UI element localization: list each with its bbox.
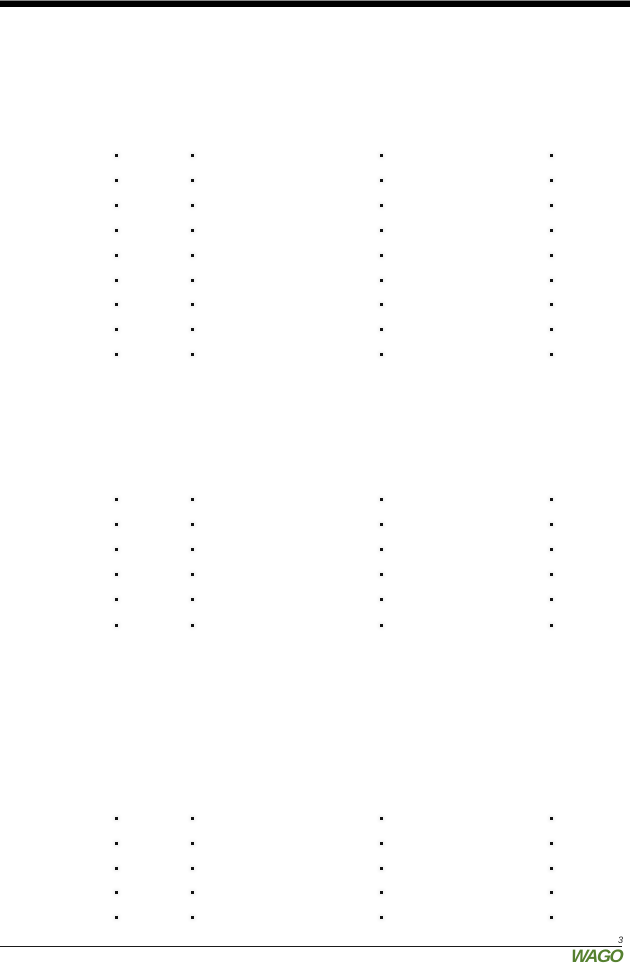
bullet-dot xyxy=(115,523,118,526)
bullet-dot xyxy=(380,817,383,820)
bullet-dot xyxy=(380,154,383,157)
bullet-dot xyxy=(380,328,383,331)
bullet-dot xyxy=(191,498,194,501)
bullet-dot xyxy=(550,328,553,331)
bullet-dot xyxy=(191,891,194,894)
bullet-dot xyxy=(550,842,553,845)
bullet-dot xyxy=(380,573,383,576)
bullet-dot xyxy=(380,598,383,601)
bullet-dot xyxy=(115,842,118,845)
bullet-dot xyxy=(115,154,118,157)
bullet-dot xyxy=(191,328,194,331)
bullet-dot xyxy=(380,842,383,845)
bullet-dot xyxy=(191,254,194,257)
bullet-dot xyxy=(550,624,553,627)
bullet-dot xyxy=(550,498,553,501)
bullet-dot xyxy=(115,867,118,870)
bullet-dot xyxy=(115,624,118,627)
bullet-dot xyxy=(380,548,383,551)
bullet-dot xyxy=(380,254,383,257)
bullet-dot xyxy=(191,916,194,919)
bullet-dot xyxy=(380,891,383,894)
bullet-dot xyxy=(550,817,553,820)
top-rule xyxy=(0,0,630,7)
bullet-dot xyxy=(191,204,194,207)
bullet-dot xyxy=(550,229,553,232)
bullet-dot xyxy=(191,573,194,576)
bullet-dot xyxy=(550,204,553,207)
bullet-dot xyxy=(550,548,553,551)
bullet-dot xyxy=(380,179,383,182)
bullet-dot xyxy=(550,916,553,919)
bullet-dot xyxy=(115,498,118,501)
bullet-dot xyxy=(115,279,118,282)
bullet-dot xyxy=(380,303,383,306)
bullet-dot xyxy=(115,303,118,306)
bullet-dot xyxy=(550,573,553,576)
bullet-dot xyxy=(115,598,118,601)
bullet-dot xyxy=(191,842,194,845)
bullet-dot xyxy=(550,279,553,282)
bullet-dot xyxy=(115,204,118,207)
bullet-dot xyxy=(380,498,383,501)
bullet-dot xyxy=(380,204,383,207)
bullet-dot xyxy=(191,229,194,232)
bullet-dot xyxy=(115,328,118,331)
bullet-dot xyxy=(191,598,194,601)
bullet-dot xyxy=(115,353,118,356)
bullet-dot xyxy=(380,624,383,627)
bullet-dot xyxy=(550,891,553,894)
bullet-dot xyxy=(550,867,553,870)
bullet-dot xyxy=(380,279,383,282)
bullet-dot xyxy=(115,916,118,919)
bullet-dot xyxy=(380,867,383,870)
bullet-dot xyxy=(191,523,194,526)
footnote-superscript: 3 xyxy=(618,935,624,945)
wago-logo: WAGO xyxy=(570,946,623,966)
footer-rule xyxy=(0,946,622,947)
bullet-dot xyxy=(115,891,118,894)
bullet-dot xyxy=(550,303,553,306)
bullet-dot xyxy=(191,624,194,627)
bullet-dot xyxy=(191,279,194,282)
bullet-dot xyxy=(115,817,118,820)
bullet-dot xyxy=(191,154,194,157)
bullet-dot xyxy=(191,179,194,182)
bullet-dot xyxy=(380,523,383,526)
bullet-dot xyxy=(191,867,194,870)
bullet-dot xyxy=(191,548,194,551)
bullet-dot xyxy=(191,303,194,306)
bullet-dot xyxy=(550,154,553,157)
bullet-dot xyxy=(380,229,383,232)
bullet-dot xyxy=(550,254,553,257)
bullet-dot xyxy=(115,229,118,232)
bullet-dot xyxy=(191,353,194,356)
bullet-dot xyxy=(380,353,383,356)
bullet-dot xyxy=(115,179,118,182)
bullet-dot xyxy=(115,254,118,257)
bullet-dot xyxy=(550,523,553,526)
bullet-dot xyxy=(115,548,118,551)
bullet-dot xyxy=(380,916,383,919)
bullet-dot xyxy=(115,573,118,576)
bullet-dot xyxy=(550,598,553,601)
bullet-dot xyxy=(550,353,553,356)
bullet-dot xyxy=(191,817,194,820)
bullet-dot xyxy=(550,179,553,182)
